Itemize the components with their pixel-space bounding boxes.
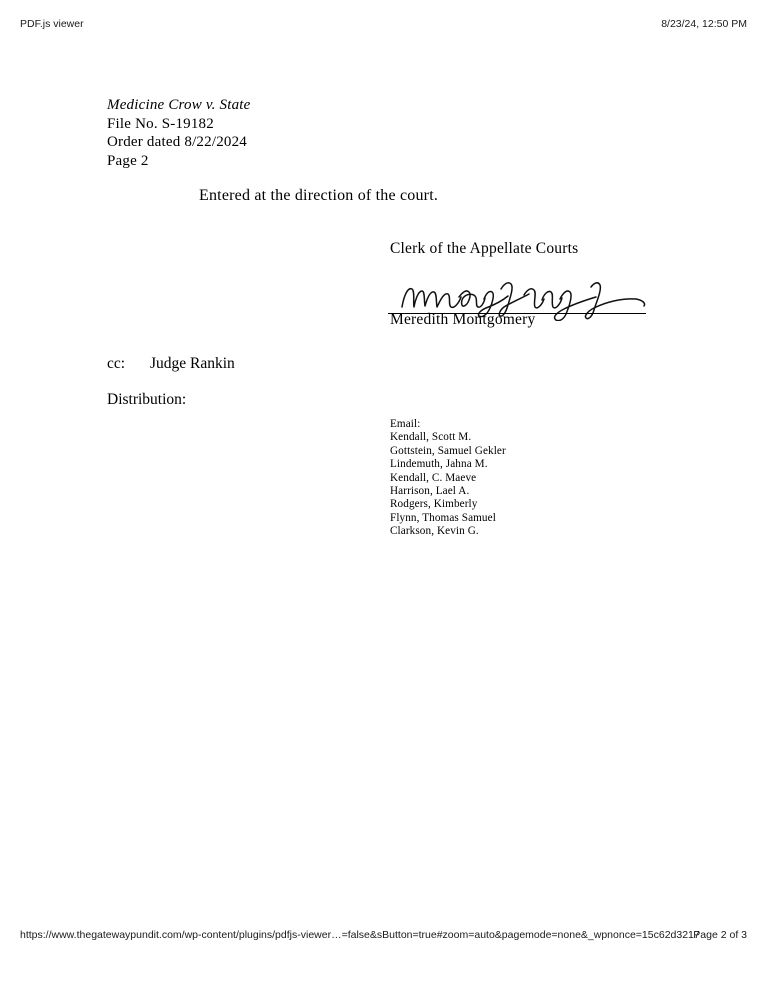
print-header-title: PDF.js viewer <box>20 18 84 30</box>
print-header <box>0 18 767 34</box>
cc-recipient: Judge Rankin <box>150 355 235 372</box>
entered-statement: Entered at the direction of the court. <box>199 187 439 204</box>
print-footer-page-count: Page 2 of 3 <box>693 929 747 941</box>
email-recipient: Lindemuth, Jahna M. <box>390 458 488 471</box>
email-recipient: Kendall, Scott M. <box>390 431 472 444</box>
email-recipient: Flynn, Thomas Samuel <box>390 511 496 524</box>
distribution-email-list <box>390 418 506 539</box>
document-body <box>0 46 767 916</box>
caption-case-name: Medicine Crow v. State <box>107 97 251 113</box>
print-header-timestamp: 8/23/24, 12:50 PM <box>661 18 747 30</box>
caption-file-number: File No. S-19182 <box>107 115 214 132</box>
print-footer-url: https://www.thegatewaypundit.com/wp-content/plugins/pdfjs-viewer…=false&sButton=true#zoom=auto&pagemode=none&_wpnonce=15c62d3217 <box>20 929 700 941</box>
email-recipient: Gottstein, Samuel Gekler <box>390 444 506 457</box>
distribution-label: Distribution: <box>107 391 187 408</box>
print-footer <box>0 929 767 945</box>
pdf-page <box>0 46 767 916</box>
caption-page-number: Page 2 <box>107 152 149 169</box>
cc-label: cc: <box>107 355 126 372</box>
email-heading: Email: <box>390 418 421 430</box>
email-recipient: Clarkson, Kevin G. <box>390 525 479 538</box>
caption-order-date: Order dated 8/22/2024 <box>107 134 247 150</box>
clerk-name: Meredith Montgomery <box>390 311 536 328</box>
clerk-title: Clerk of the Appellate Courts <box>390 240 579 257</box>
email-recipient: Harrison, Lael A. <box>390 485 470 498</box>
email-recipient: Rodgers, Kimberly <box>390 498 478 511</box>
document-caption <box>107 96 251 170</box>
email-recipient: Kendall, C. Maeve <box>390 471 477 484</box>
